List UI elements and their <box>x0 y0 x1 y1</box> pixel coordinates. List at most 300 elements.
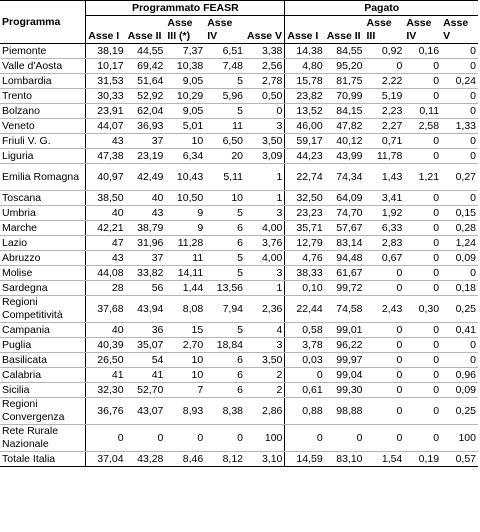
paid-value-cell: 0,16 <box>404 44 441 59</box>
programmed-value-cell: 47 <box>86 236 126 251</box>
paid-value-cell: 3,78 <box>285 338 325 353</box>
paid-value-cell: 0,57 <box>441 452 478 467</box>
program-column-header: Programma <box>0 1 86 44</box>
programmed-value-cell: 3,76 <box>245 236 285 251</box>
table-row <box>0 398 478 425</box>
programmed-value-cell: 5 <box>205 206 245 221</box>
programmed-value-cell: 69,42 <box>126 59 166 74</box>
programmed-value-cell: 10,38 <box>165 59 205 74</box>
paid-value-cell: 0 <box>441 104 478 119</box>
paid-value-cell: 0,15 <box>441 206 478 221</box>
paid-value-cell: 0 <box>404 251 441 266</box>
programmed-value-cell: 41 <box>126 368 166 383</box>
paid-value-cell: 43,99 <box>325 149 365 164</box>
programmed-value-cell: 2,70 <box>165 338 205 353</box>
paid-value-cell: 0,92 <box>365 44 405 59</box>
programmed-value-cell: 31,53 <box>86 74 126 89</box>
programmed-value-cell: 2 <box>245 383 285 398</box>
paid-value-cell: 0 <box>404 353 441 368</box>
program-name-cell: Sicilia <box>0 383 86 398</box>
paid-value-cell: 0 <box>365 266 405 281</box>
paid-value-cell: 1,43 <box>365 164 405 191</box>
programmed-value-cell: 44,55 <box>126 44 166 59</box>
paid-value-cell: 40,12 <box>325 134 365 149</box>
table-row <box>0 236 478 251</box>
table-row <box>0 338 478 353</box>
programmed-value-cell: 28 <box>86 281 126 296</box>
program-name-cell: Molise <box>0 266 86 281</box>
paid-value-cell: 0,19 <box>404 452 441 467</box>
table-row <box>0 296 478 323</box>
programmed-value-cell: 6,51 <box>205 44 245 59</box>
paid-value-cell: 0 <box>404 368 441 383</box>
paid-value-cell: 0,96 <box>441 368 478 383</box>
programmed-value-cell: 33,82 <box>126 266 166 281</box>
paid-value-cell: 22,74 <box>285 164 325 191</box>
paid-value-cell: 0 <box>325 425 365 452</box>
paid-value-cell: 0 <box>404 266 441 281</box>
programmed-value-cell: 3,38 <box>245 44 285 59</box>
paid-value-cell: 0,41 <box>441 323 478 338</box>
table-row <box>0 206 478 221</box>
paid-value-cell: 0 <box>365 323 405 338</box>
programmed-value-cell: 9,05 <box>165 74 205 89</box>
program-name-cell: Valle d'Aosta <box>0 59 86 74</box>
paid-value-cell: 0 <box>441 338 478 353</box>
paid-value-cell: 11,78 <box>365 149 405 164</box>
programmed-value-cell: 43,94 <box>126 296 166 323</box>
programmed-value-cell: 10 <box>165 368 205 383</box>
paid-value-cell: 4,76 <box>285 251 325 266</box>
programmed-value-cell: 11 <box>205 119 245 134</box>
table-row <box>0 89 478 104</box>
table-row <box>0 323 478 338</box>
paid-value-cell: 1,33 <box>441 119 478 134</box>
table-row <box>0 104 478 119</box>
programmed-value-cell: 2,36 <box>245 296 285 323</box>
programmed-value-cell: 2,56 <box>245 59 285 74</box>
paid-value-cell: 74,58 <box>325 296 365 323</box>
paid-value-cell: 0 <box>404 74 441 89</box>
programmed-value-cell: 3,50 <box>245 353 285 368</box>
programmed-value-cell: 43 <box>86 134 126 149</box>
paid-value-cell: 1,92 <box>365 206 405 221</box>
paid-value-cell: 0 <box>365 281 405 296</box>
paid-value-cell: 99,97 <box>325 353 365 368</box>
programmed-value-cell: 38,19 <box>86 44 126 59</box>
paid-value-cell: 0,88 <box>285 398 325 425</box>
programmed-value-cell: 42,21 <box>86 221 126 236</box>
programmed-axis-header: Asse IV <box>205 16 245 44</box>
programmed-value-cell: 0 <box>245 104 285 119</box>
paid-value-cell: 0,27 <box>441 164 478 191</box>
programmed-value-cell: 43,07 <box>126 398 166 425</box>
paid-value-cell: 0 <box>441 191 478 206</box>
table-row <box>0 368 478 383</box>
paid-value-cell: 99,72 <box>325 281 365 296</box>
paid-value-cell: 0 <box>404 149 441 164</box>
programmed-value-cell: 44,07 <box>86 119 126 134</box>
programmed-value-cell: 52,70 <box>126 383 166 398</box>
paid-header: Pagato <box>285 1 478 16</box>
table-row <box>0 221 478 236</box>
programmed-value-cell: 43,28 <box>126 452 166 467</box>
program-name-cell: Abruzzo <box>0 251 86 266</box>
program-name-cell: Regioni Convergenza <box>0 398 86 425</box>
programmed-value-cell: 2,86 <box>245 398 285 425</box>
programmed-value-cell: 3,50 <box>245 134 285 149</box>
paid-value-cell: 0,18 <box>441 281 478 296</box>
paid-value-cell: 46,00 <box>285 119 325 134</box>
programmed-value-cell: 40,97 <box>86 164 126 191</box>
program-name-cell: Friuli V. G. <box>0 134 86 149</box>
table-row <box>0 164 478 191</box>
programmed-value-cell: 37,68 <box>86 296 126 323</box>
paid-value-cell: 0 <box>441 266 478 281</box>
paid-value-cell: 23,82 <box>285 89 325 104</box>
paid-value-cell: 0 <box>365 425 405 452</box>
programmed-value-cell: 9,05 <box>165 104 205 119</box>
programmed-value-cell: 0 <box>165 425 205 452</box>
paid-value-cell: 0 <box>285 425 325 452</box>
paid-value-cell: 13,52 <box>285 104 325 119</box>
programmed-value-cell: 9 <box>165 221 205 236</box>
paid-value-cell: 100 <box>441 425 478 452</box>
programmed-value-cell: 62,04 <box>126 104 166 119</box>
paid-value-cell: 0 <box>404 383 441 398</box>
programmed-value-cell: 23,91 <box>86 104 126 119</box>
paid-value-cell: 57,67 <box>325 221 365 236</box>
paid-value-cell: 12,79 <box>285 236 325 251</box>
programmed-axis-header: Asse II <box>126 16 166 44</box>
paid-value-cell: 83,10 <box>325 452 365 467</box>
program-name-cell: Piemonte <box>0 44 86 59</box>
programmed-value-cell: 37,04 <box>86 452 126 467</box>
programmed-value-cell: 41 <box>86 368 126 383</box>
paid-value-cell: 0,30 <box>404 296 441 323</box>
program-name-cell: Totale Italia <box>0 452 86 467</box>
program-name-cell: Veneto <box>0 119 86 134</box>
paid-value-cell: 0 <box>285 368 325 383</box>
table-row <box>0 74 478 89</box>
programmed-value-cell: 8,38 <box>205 398 245 425</box>
paid-value-cell: 0,11 <box>404 104 441 119</box>
programmed-value-cell: 6,34 <box>165 149 205 164</box>
paid-value-cell: 0,67 <box>365 251 405 266</box>
programmed-value-cell: 0 <box>126 425 166 452</box>
table-body <box>0 44 478 467</box>
table-row <box>0 134 478 149</box>
paid-value-cell: 6,33 <box>365 221 405 236</box>
paid-value-cell: 94,48 <box>325 251 365 266</box>
program-name-cell: Campania <box>0 323 86 338</box>
paid-value-cell: 1,54 <box>365 452 405 467</box>
paid-value-cell: 0 <box>441 353 478 368</box>
programmed-value-cell: 0 <box>205 425 245 452</box>
programmed-value-cell: 10,43 <box>165 164 205 191</box>
programmed-value-cell: 3 <box>245 119 285 134</box>
table-row <box>0 383 478 398</box>
paid-value-cell: 1,21 <box>404 164 441 191</box>
programmed-value-cell: 20 <box>205 149 245 164</box>
paid-value-cell: 0,28 <box>441 221 478 236</box>
paid-value-cell: 0 <box>365 383 405 398</box>
paid-value-cell: 0 <box>441 89 478 104</box>
programmed-feasr-header: Programmato FEASR <box>86 1 285 16</box>
paid-value-cell: 0,58 <box>285 323 325 338</box>
programmed-value-cell: 5 <box>205 266 245 281</box>
programmed-value-cell: 10 <box>165 134 205 149</box>
programmed-value-cell: 40 <box>86 323 126 338</box>
paid-axis-header: Asse IV <box>404 16 441 44</box>
programmed-value-cell: 36,76 <box>86 398 126 425</box>
table-row <box>0 119 478 134</box>
paid-axis-header: Asse V <box>441 16 478 44</box>
programmed-value-cell: 44,08 <box>86 266 126 281</box>
paid-value-cell: 0 <box>404 323 441 338</box>
program-name-cell: Rete Rurale Nazionale <box>0 425 86 452</box>
paid-value-cell: 1,24 <box>441 236 478 251</box>
paid-value-cell: 0 <box>441 149 478 164</box>
program-name-cell: Lombardia <box>0 74 86 89</box>
paid-value-cell: 0 <box>404 191 441 206</box>
paid-value-cell: 0 <box>365 398 405 425</box>
programmed-value-cell: 10,50 <box>165 191 205 206</box>
programmed-value-cell: 40 <box>126 191 166 206</box>
programmed-value-cell: 1 <box>245 191 285 206</box>
programmed-value-cell: 38,79 <box>126 221 166 236</box>
program-name-cell: Bolzano <box>0 104 86 119</box>
paid-axis-header: Asse I <box>285 16 325 44</box>
programmed-value-cell: 54 <box>126 353 166 368</box>
programmed-value-cell: 35,07 <box>126 338 166 353</box>
program-name-cell: Puglia <box>0 338 86 353</box>
programmed-value-cell: 43 <box>126 206 166 221</box>
programmed-value-cell: 56 <box>126 281 166 296</box>
paid-value-cell: 0,09 <box>441 383 478 398</box>
paid-value-cell: 0 <box>365 59 405 74</box>
paid-value-cell: 81,75 <box>325 74 365 89</box>
paid-value-cell: 0,25 <box>441 296 478 323</box>
paid-value-cell: 2,22 <box>365 74 405 89</box>
table-row <box>0 266 478 281</box>
programmed-value-cell: 15 <box>165 323 205 338</box>
programmed-value-cell: 7,48 <box>205 59 245 74</box>
paid-value-cell: 0,24 <box>441 74 478 89</box>
programmed-value-cell: 2 <box>245 368 285 383</box>
paid-value-cell: 2,58 <box>404 119 441 134</box>
paid-value-cell: 44,23 <box>285 149 325 164</box>
programmed-value-cell: 8,08 <box>165 296 205 323</box>
programmed-value-cell: 47,38 <box>86 149 126 164</box>
paid-value-cell: 14,38 <box>285 44 325 59</box>
paid-value-cell: 0 <box>404 59 441 74</box>
table-row <box>0 59 478 74</box>
paid-value-cell: 0 <box>441 44 478 59</box>
paid-value-cell: 0 <box>404 89 441 104</box>
programmed-value-cell: 6 <box>205 368 245 383</box>
paid-value-cell: 95,20 <box>325 59 365 74</box>
paid-value-cell: 47,82 <box>325 119 365 134</box>
programmed-value-cell: 36,93 <box>126 119 166 134</box>
programmed-value-cell: 3 <box>245 266 285 281</box>
program-name-cell: Umbria <box>0 206 86 221</box>
programmed-value-cell: 5 <box>205 323 245 338</box>
programmed-value-cell: 38,50 <box>86 191 126 206</box>
table-row <box>0 44 478 59</box>
paid-value-cell: 35,71 <box>285 221 325 236</box>
paid-value-cell: 0 <box>404 134 441 149</box>
programmed-value-cell: 4,00 <box>245 251 285 266</box>
paid-value-cell: 0 <box>404 425 441 452</box>
paid-value-cell: 0,10 <box>285 281 325 296</box>
programmed-value-cell: 11,28 <box>165 236 205 251</box>
paid-axis-header: Asse III <box>365 16 405 44</box>
paid-value-cell: 84,55 <box>325 44 365 59</box>
paid-value-cell: 4,80 <box>285 59 325 74</box>
programmed-value-cell: 7 <box>165 383 205 398</box>
paid-value-cell: 74,70 <box>325 206 365 221</box>
programmed-value-cell: 5,96 <box>205 89 245 104</box>
programmed-value-cell: 10 <box>205 191 245 206</box>
programmed-value-cell: 42,49 <box>126 164 166 191</box>
programmed-value-cell: 31,96 <box>126 236 166 251</box>
programmed-value-cell: 1,44 <box>165 281 205 296</box>
programmed-value-cell: 51,64 <box>126 74 166 89</box>
paid-value-cell: 0 <box>365 353 405 368</box>
programmed-value-cell: 14,11 <box>165 266 205 281</box>
program-name-cell: Lazio <box>0 236 86 251</box>
paid-value-cell: 38,33 <box>285 266 325 281</box>
paid-value-cell: 99,01 <box>325 323 365 338</box>
paid-value-cell: 74,34 <box>325 164 365 191</box>
programmed-value-cell: 40,39 <box>86 338 126 353</box>
program-name-cell: Trento <box>0 89 86 104</box>
programmed-value-cell: 13,56 <box>205 281 245 296</box>
programmed-value-cell: 32,30 <box>86 383 126 398</box>
paid-value-cell: 0 <box>404 221 441 236</box>
programmed-value-cell: 6 <box>205 383 245 398</box>
paid-value-cell: 0 <box>404 236 441 251</box>
programmed-value-cell: 6 <box>205 221 245 236</box>
paid-value-cell: 0,25 <box>441 398 478 425</box>
programmed-value-cell: 3 <box>245 206 285 221</box>
paid-value-cell: 5,19 <box>365 89 405 104</box>
programmed-value-cell: 36 <box>126 323 166 338</box>
programmed-value-cell: 10,29 <box>165 89 205 104</box>
paid-value-cell: 0 <box>404 281 441 296</box>
programmed-value-cell: 0,50 <box>245 89 285 104</box>
programmed-value-cell: 1 <box>245 164 285 191</box>
programmed-value-cell: 6 <box>205 236 245 251</box>
paid-value-cell: 59,17 <box>285 134 325 149</box>
programmed-value-cell: 11 <box>165 251 205 266</box>
programmed-value-cell: 37 <box>126 134 166 149</box>
programmed-value-cell: 30,33 <box>86 89 126 104</box>
paid-value-cell: 15,78 <box>285 74 325 89</box>
paid-value-cell: 96,22 <box>325 338 365 353</box>
programmed-value-cell: 37 <box>126 251 166 266</box>
paid-value-cell: 2,83 <box>365 236 405 251</box>
paid-value-cell: 0 <box>404 338 441 353</box>
programmed-value-cell: 5,11 <box>205 164 245 191</box>
paid-value-cell: 98,88 <box>325 398 365 425</box>
paid-value-cell: 70,99 <box>325 89 365 104</box>
paid-value-cell: 2,23 <box>365 104 405 119</box>
paid-value-cell: 84,15 <box>325 104 365 119</box>
paid-value-cell: 0 <box>365 338 405 353</box>
programmed-value-cell: 52,92 <box>126 89 166 104</box>
table-row <box>0 281 478 296</box>
program-name-cell: Basilicata <box>0 353 86 368</box>
programmed-value-cell: 1 <box>245 281 285 296</box>
programmed-value-cell: 3,09 <box>245 149 285 164</box>
program-name-cell: Marche <box>0 221 86 236</box>
paid-value-cell: 0,61 <box>285 383 325 398</box>
paid-value-cell: 0,71 <box>365 134 405 149</box>
paid-value-cell: 2,27 <box>365 119 405 134</box>
paid-value-cell: 22,44 <box>285 296 325 323</box>
table-row <box>0 251 478 266</box>
programmed-value-cell: 40 <box>86 206 126 221</box>
paid-value-cell: 99,04 <box>325 368 365 383</box>
paid-value-cell: 99,30 <box>325 383 365 398</box>
programmed-value-cell: 10,17 <box>86 59 126 74</box>
table-row <box>0 191 478 206</box>
programmed-value-cell: 5 <box>205 74 245 89</box>
programmed-value-cell: 8,93 <box>165 398 205 425</box>
paid-value-cell: 0 <box>441 59 478 74</box>
paid-value-cell: 0 <box>404 206 441 221</box>
programmed-value-cell: 43 <box>86 251 126 266</box>
programmed-value-cell: 4 <box>245 323 285 338</box>
paid-value-cell: 61,67 <box>325 266 365 281</box>
program-name-cell: Emilia Romagna <box>0 164 86 191</box>
programmed-value-cell: 4,00 <box>245 221 285 236</box>
paid-value-cell: 0 <box>404 398 441 425</box>
table-row <box>0 452 478 467</box>
table-row <box>0 425 478 452</box>
table-row <box>0 353 478 368</box>
programmed-value-cell: 3,10 <box>245 452 285 467</box>
paid-axis-header: Asse II <box>325 16 365 44</box>
programmed-value-cell: 6 <box>205 353 245 368</box>
programmed-value-cell: 23,19 <box>126 149 166 164</box>
paid-value-cell: 0,03 <box>285 353 325 368</box>
programmed-value-cell: 2,78 <box>245 74 285 89</box>
program-name-cell: Regioni Competitività <box>0 296 86 323</box>
paid-value-cell: 23,23 <box>285 206 325 221</box>
program-name-cell: Toscana <box>0 191 86 206</box>
programmed-value-cell: 26,50 <box>86 353 126 368</box>
programmed-value-cell: 6,50 <box>205 134 245 149</box>
programmed-value-cell: 8,12 <box>205 452 245 467</box>
header-group-row <box>0 1 478 16</box>
programmed-value-cell: 18,84 <box>205 338 245 353</box>
programmed-value-cell: 9 <box>165 206 205 221</box>
table-row <box>0 149 478 164</box>
program-name-cell: Liguria <box>0 149 86 164</box>
paid-value-cell: 14,59 <box>285 452 325 467</box>
programmed-axis-header: Asse I <box>86 16 126 44</box>
programmed-axis-header: Asse V <box>245 16 285 44</box>
paid-value-cell: 32,50 <box>285 191 325 206</box>
program-name-cell: Calabria <box>0 368 86 383</box>
program-name-cell: Sardegna <box>0 281 86 296</box>
programmed-value-cell: 5 <box>205 104 245 119</box>
programmed-value-cell: 7,37 <box>165 44 205 59</box>
programmed-axis-header: Asse III (*) <box>165 16 205 44</box>
